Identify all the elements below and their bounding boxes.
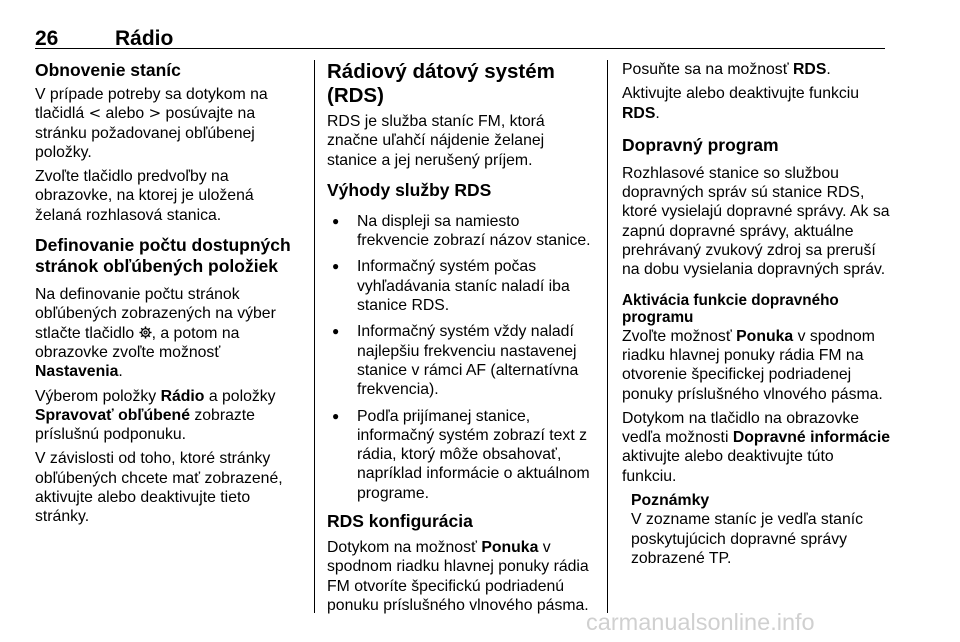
bullet-list [327,212,595,503]
heading-vyhody-rds: Výhody služby RDS [327,179,492,200]
list-item: ● Na displeji sa namiesto frekvencie zobrazí názov stanice. [327,212,595,251]
list-item: ● Informačný systém vždy naladí najlepšiu frekvenciu nastavenej stanice v rámci AF (alternatívna frekvencia). [327,322,595,399]
section-title: Rádio [115,27,174,50]
column-2 [327,60,595,620]
paragraph: Výberom položky Rádio a položky Spravovať obľúbené zobrazte príslušnú podponuku. [35,387,276,444]
page-header [35,27,885,49]
column-divider-1 [314,60,315,613]
column-divider-2 [607,60,608,613]
paragraph: Zvoľte tlačidlo predvoľby na obrazovke, na ktorej je uložená želaná rozhlasová stanica. [35,168,254,224]
paragraph: V prípade potreby sa dotykom na tlačidlá < alebo > posúvajte na stránku požadovanej obľúbenej položky. [35,86,268,161]
heading-aktivacia: Aktivácia funkcie dopravného programu [622,291,839,327]
heading-rds-konfiguracia: RDS konfigurácia [327,511,473,532]
note-text: V zozname staníc je vedľa staníc poskytujúcich dopravné správy zobrazené TP. [631,511,864,567]
list-item: ● Informačný systém počas vyhľadávania staníc naladí iba stanice RDS. [327,257,595,315]
paragraph: Na definovanie počtu stránok obľúbených zobrazených na výber stlačte tlačidlo , a potom na obrazovke zvoľte možnosť Nastavenia. [35,286,276,381]
list-item: ● Podľa prijímanej stanice, informačný systém zobrazí text z rádia, ktorý môže obsahovať, napríklad informácie o aktuálnom programe. [327,407,595,503]
heading-rds: Rádiový dátový systém (RDS) [327,60,555,107]
note-box [622,491,890,568]
paragraph: Dotykom na možnosť Ponuka v spodnom riadku hlavnej ponuky rádia FM otvoríte špecifickú podriadenú ponuku príslušného vlnového pásma. [327,539,589,614]
page-number: 26 [35,27,59,50]
paragraph: Dotykom na tlačidlo na obrazovke vedľa možnosti Dopravné informácie aktivujte alebo deaktivujte túto funkciu. [622,409,890,485]
paragraph: V závislosti od toho, ktoré stránky obľúbených chcete mať zobrazené, aktivujte alebo deaktivujte tieto stránky. [35,450,283,526]
paragraph: Rozhlasové stanice so službou dopravných správ sú stanice RDS, ktoré vysielajú dopravné správy. Ak sa zapnú dopravné správy, aktuálne prehrávaný zvukový zdroj sa preruší na dobu vysielania dopravných správ. [622,164,890,279]
chevron-left-icon: < [88,104,102,123]
paragraph: Posuňte sa na možnosť RDS. [622,61,831,78]
paragraph: Aktivujte alebo deaktivujte funkciu RDS. [622,85,860,122]
chevron-right-icon: > [148,104,162,123]
paragraph: RDS je služba staníc FM, ktorá značne uľahčí nájdenie želanej stanice a jej nerušený príjem. [327,113,545,169]
note-title: Poznámky [631,492,710,510]
paragraph: Zvoľte možnosť Ponuka v spodnom riadku hlavnej ponuky rádia FM na otvorenie špecifickej podriadenej ponuky príslušného vlnového pásma. [622,327,883,403]
watermark: carmanualsonline.info [586,609,815,635]
column-1 [35,60,303,532]
heading-definovanie: Definovanie počtu dostupných stránok obľúbených položiek [35,235,291,277]
settings-icon [139,325,152,342]
header-rule [35,48,885,49]
heading-obnovenie-stanic: Obnovenie staníc [35,60,181,80]
column-3 [622,60,890,568]
heading-dopravny-program: Dopravný program [622,134,779,155]
